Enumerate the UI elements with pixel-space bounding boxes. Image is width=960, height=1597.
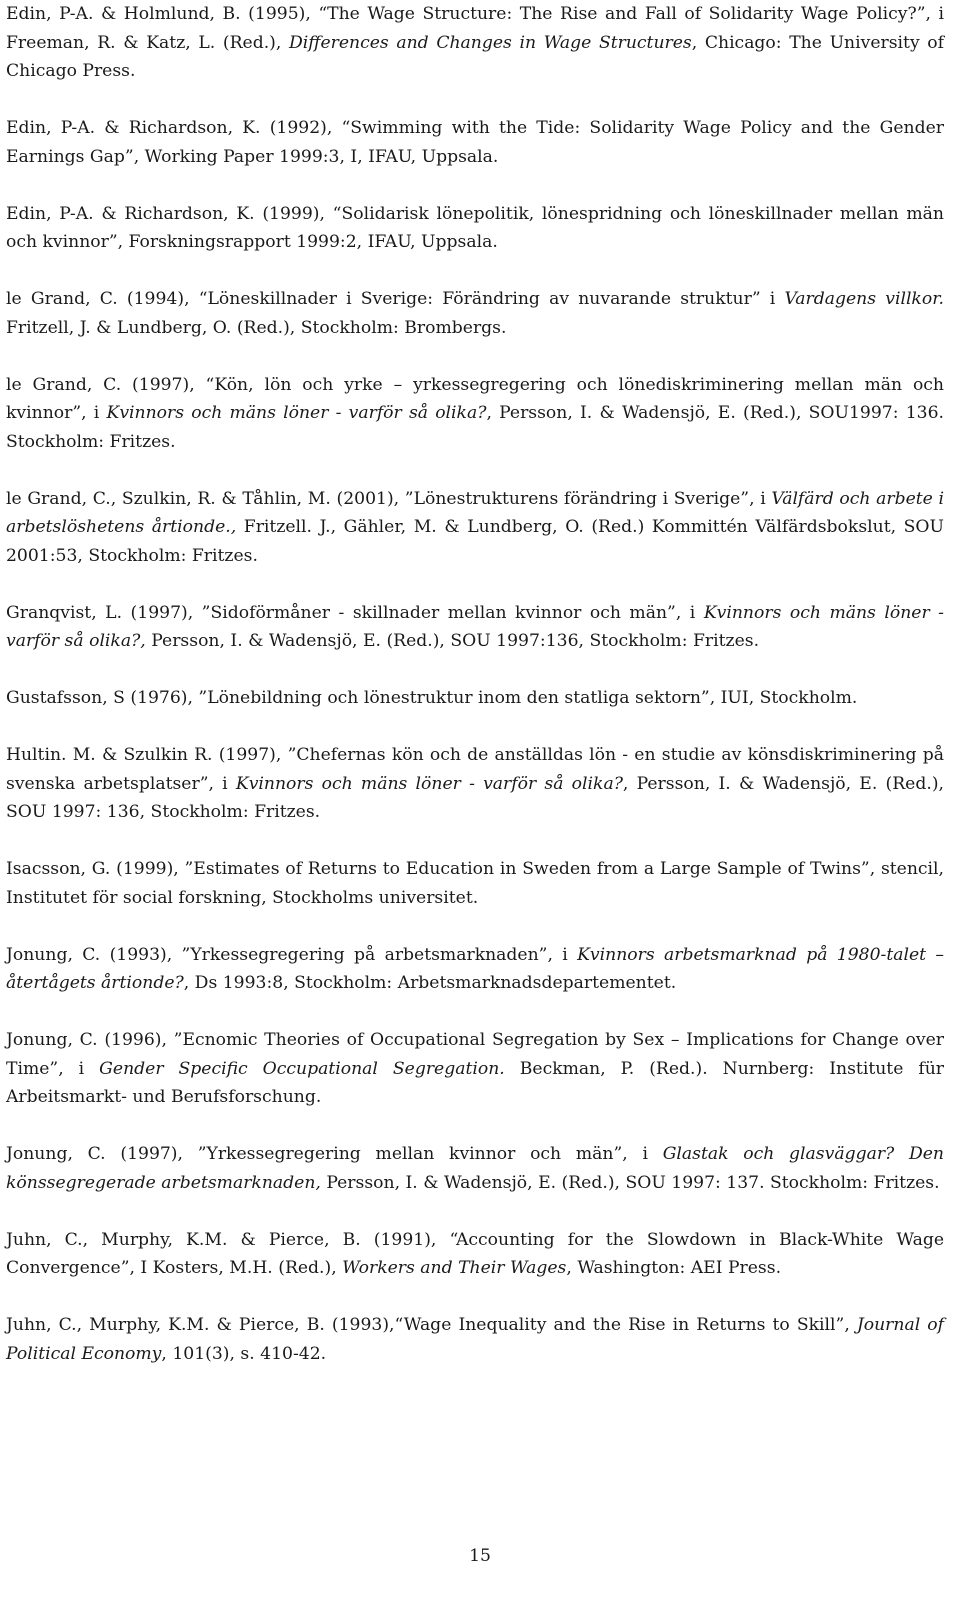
reference-text: Jonung, C. (1997), ”Yrkessegregering mellan kvinnor och män”, i <box>6 1144 663 1164</box>
reference-entry <box>6 1311 944 1368</box>
reference-title-italic: Glastak och glasväggar? Den könssegregerade arbetsmarknaden, <box>6 1144 945 1193</box>
reference-title-italic: Kvinnors och mäns löner - varför så olika?, <box>6 602 944 651</box>
reference-text: Juhn, C., Murphy, K.M. & Pierce, B. (1993),“Wage Inequality and the Rise in Returns to Skill”, <box>6 1315 857 1335</box>
reference-entry <box>6 941 944 998</box>
reference-text: , 101(3), s. 410-42. <box>161 1343 327 1364</box>
reference-text: Jonung, C. (1993), ”Yrkessegregering på arbetsmarknaden”, i <box>6 944 578 965</box>
reference-entry <box>6 0 944 86</box>
reference-title-italic: Differences and Changes in Wage Structures <box>289 32 692 53</box>
reference-entry <box>6 1026 944 1112</box>
reference-text: Jonung, C. (1996), ”Ecnomic Theories of Occupational Segregation by Sex – Implications for Change over Time”, i <box>6 1030 944 1079</box>
reference-entry <box>6 855 944 912</box>
reference-title-italic: Kvinnors och mäns löner - varför så olika? <box>235 773 623 794</box>
reference-text: , Washington: AEI Press. <box>566 1258 782 1278</box>
reference-entry <box>6 200 944 257</box>
reference-text: le Grand, C. (1994), “Löneskillnader i Sverige: Förändring av nuvarande struktur” i <box>6 289 785 309</box>
reference-title-italic: Gender Specific Occupational Segregation. <box>99 1058 505 1079</box>
reference-title-italic: Kvinnors och mäns löner - varför så olika? <box>106 403 487 423</box>
reference-text: Edin, P-A. & Richardson, K. (1999), “Solidarisk lönepolitik, lönespridning och löneskillnader mellan män och kvinnor”, Forskningsrapport 1999:2, IFAU, Uppsala. <box>6 203 944 252</box>
reference-text: Fritzell. J., Gähler, M. & Lundberg, O. (Red.) Kommittén Välfärdsbokslut, SOU 2001:53, Stockholm: Fritzes. <box>6 517 944 566</box>
reference-text: Gustafsson, S (1976), ”Lönebildning och lönestruktur inom den statliga sektorn”, IUI, Stockholm. <box>6 688 858 708</box>
reference-entry <box>6 741 944 827</box>
reference-title-italic: Journal of Political Economy <box>6 1315 944 1364</box>
reference-text: , Persson, I. & Wadensjö, E. (Red.), SOU1997: 136. Stockholm: Fritzes. <box>6 403 944 452</box>
reference-text: Isacsson, G. (1999), ”Estimates of Returns to Education in Sweden from a Large Sample of Twins”, stencil, Institutet för social forskning, Stockholms universitet. <box>6 859 944 908</box>
reference-text: Edin, P-A. & Richardson, K. (1992), “Swimming with the Tide: Solidarity Wage Policy and the Gender Earnings Gap”, Working Paper 1999:3, I, IFAU, Uppsala. <box>6 118 944 167</box>
reference-text: Edin, P-A. & Holmlund, B. (1995), “The Wage Structure: The Rise and Fall of Solidarity Wage Policy?”, i Freeman, R. & Katz, L. (Red.), <box>6 4 944 53</box>
reference-text: Persson, I. & Wadensjö, E. (Red.), SOU 1997: 137. Stockholm: Fritzes. <box>320 1172 940 1193</box>
reference-text: le Grand, C. (1997), “Kön, lön och yrke – yrkessegregering och lönediskriminering mellan män och kvinnor”, i <box>6 374 944 423</box>
reference-text: Persson, I. & Wadensjö, E. (Red.), SOU 1997:136, Stockholm: Fritzes. <box>145 631 760 651</box>
reference-title-italic: Vardagens villkor. <box>784 289 944 309</box>
reference-entry <box>6 1140 944 1197</box>
reference-text: , Persson, I. & Wadensjö, E. (Red.), SOU 1997: 136, Stockholm: Fritzes. <box>6 773 944 822</box>
reference-title-italic: Välfärd och arbete i arbetslöshetens årtionde., <box>6 488 944 537</box>
reference-text: , Ds 1993:8, Stockholm: Arbetsmarknadsdepartementet. <box>183 973 677 993</box>
reference-text: Beckman, P. (Red.). Nurnberg: Institute für Arbeitsmarkt- und Berufsforschung. <box>6 1058 945 1107</box>
reference-text: Juhn, C., Murphy, K.M. & Pierce, B. (1991), “Accounting for the Slowdown in Black-White Wage Convergence”, I Kosters, M.H. (Red.), <box>6 1229 944 1278</box>
page-number: 15 <box>469 1546 491 1566</box>
reference-text: Fritzell, J. & Lundberg, O. (Red.), Stockholm: Brombergs. <box>6 317 507 338</box>
reference-text: le Grand, C., Szulkin, R. & Tåhlin, M. (2001), ”Lönestrukturens förändring i Sverige”, i <box>6 488 772 509</box>
reference-title-italic: Kvinnors arbetsmarknad på 1980-talet – återtågets årtionde? <box>6 944 944 993</box>
reference-entry <box>6 599 944 656</box>
reference-text: Hultin. M. & Szulkin R. (1997), ”Chefernas kön och de anställdas lön - en studie av könsdiskriminering på svenska arbetsplatser”, i <box>6 745 944 794</box>
reference-entry <box>6 114 944 171</box>
reference-entry <box>6 684 944 713</box>
reference-entry <box>6 1226 944 1283</box>
reference-entry <box>6 485 944 571</box>
reference-list <box>6 0 944 1368</box>
reference-entry <box>6 285 944 342</box>
reference-text: Granqvist, L. (1997), ”Sidoförmåner - skillnader mellan kvinnor och män”, i <box>6 602 704 623</box>
reference-title-italic: Workers and Their Wages <box>342 1258 567 1278</box>
reference-entry <box>6 371 944 457</box>
reference-text: , Chicago: The University of Chicago Press. <box>6 32 945 81</box>
